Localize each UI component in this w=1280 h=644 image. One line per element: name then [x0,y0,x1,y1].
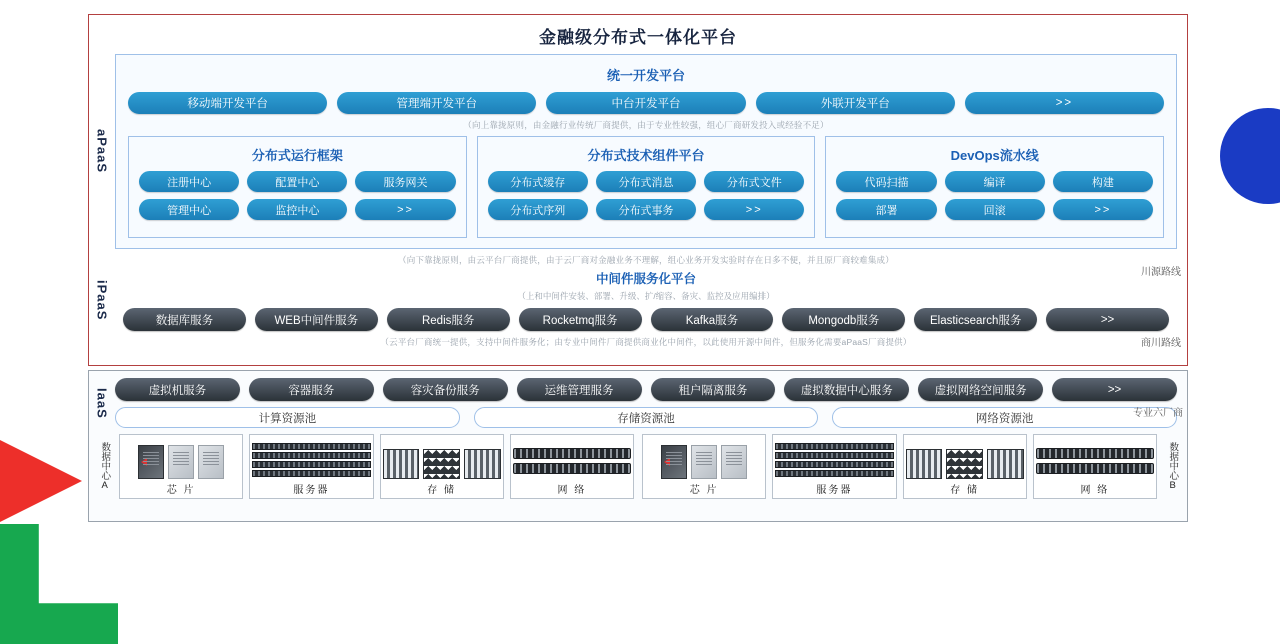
deploy-button[interactable]: 部署 [836,199,936,220]
distributed-runtime-row-2 [139,199,456,220]
ops-management-service-button[interactable]: 运维管理服务 [517,378,642,401]
redis-service-button[interactable]: Redis服务 [387,308,510,331]
chip-icon [122,439,240,479]
iaas-service-buttons [115,378,1187,401]
datacenter-b-network-cell [1033,434,1157,499]
apaas-external-dev-button[interactable]: 外联开发平台 [756,92,955,114]
ipaas-layer-tag [89,249,115,351]
ipaas-note-top: （向下靠拢原则，由云平台厂商提供，由于云厂商对金融业务不理解，组心业务开发实验时存在日多不便，并且原厂商较难集成） [398,255,894,265]
chip-icon [645,439,763,479]
code-scan-button[interactable]: 代码扫描 [836,171,936,192]
iaas-more-button[interactable]: >> [1052,378,1177,401]
ipaas-layer [89,249,1187,351]
middleware-more-button[interactable]: >> [1046,308,1169,331]
devops-pipeline-box [825,136,1164,238]
devops-pipeline-title: DevOps流水线 [950,148,1039,163]
storage-array-icon [383,439,501,479]
compile-button[interactable]: 编译 [945,171,1045,192]
datacenter-b-storage-cell [903,434,1027,499]
datacenter-b-server-cell [772,434,896,499]
distributed-tech-row-1 [488,171,805,192]
distributed-runtime-framework-title: 分布式运行框架 [251,148,343,163]
datacenter-b-network-label: 网 络 [1080,485,1110,496]
kafka-service-button[interactable]: Kafka服务 [651,308,774,331]
devops-row-1 [836,171,1153,192]
distributed-tech-row-2 [488,199,805,220]
resource-pools [115,401,1187,428]
iaas-frame [88,370,1188,522]
apaas-layer-tag-label: aPaaS [94,129,110,174]
middleware-platform-header [115,269,1177,308]
apaas-more-button[interactable]: >> [965,92,1164,114]
page-title: 金融级分布式一体化平台 [539,28,737,47]
iaas-layer [89,371,1187,428]
rollback-button[interactable]: 回滚 [945,199,1045,220]
web-middleware-service-button[interactable]: WEB中间件服务 [255,308,378,331]
management-center-button[interactable]: 管理中心 [139,199,239,220]
datacenter-a-server-cell [249,434,373,499]
unified-dev-platform-buttons [128,92,1164,114]
datacenter-a-panel [115,434,638,499]
datacenter-a-chip-label: 芯 片 [166,485,196,496]
datacenter-b-server-label: 服务器 [816,485,853,496]
datacenter-b-panel [638,434,1161,499]
disaster-backup-service-button[interactable]: 容灾备份服务 [383,378,508,401]
datacenter-b-tag [1161,434,1183,499]
unified-dev-platform-title: 统一开发平台 [606,68,685,83]
iaas-side-label: 专业六厂商 [1133,408,1183,419]
network-switch-icon [513,439,631,479]
middleware-platform-title: 中间件服务化平台 [595,272,696,286]
apaas-layer [89,54,1187,249]
service-gateway-button[interactable]: 服务网关 [355,171,455,192]
datacenter-a-chip-cell [119,434,243,499]
ipaas-side-label-bottom: 商川路线 [1141,338,1181,349]
devops-more-button[interactable]: >> [1053,199,1153,220]
datacenter-a-network-label: 网 络 [557,485,587,496]
virtual-datacenter-service-button[interactable]: 虚拟数据中心服务 [784,378,909,401]
apaas-columns [128,136,1164,238]
datacenter-row [89,428,1187,505]
apaas-midend-dev-button[interactable]: 中台开发平台 [546,92,745,114]
storage-array-icon [906,439,1024,479]
ipaas-side-label-top: 川源路线 [1141,267,1181,278]
apaas-mobile-dev-button[interactable]: 移动端开发平台 [128,92,327,114]
rocketmq-service-button[interactable]: Rocketmq服务 [519,308,642,331]
iaas-layer-tag [89,378,115,428]
distributed-transaction-button[interactable]: 分布式事务 [596,199,696,220]
distributed-runtime-more-button[interactable]: >> [355,199,455,220]
ipaas-note-bottom: （云平台厂商统一提供，支持中间件服务化；由专业中间件厂商提供商业化中间件，以此使用开源中间件，但服务化需要aPaaS厂商提供） [380,337,912,347]
datacenter-a-tag [93,434,115,499]
datacenter-a-network-cell [510,434,634,499]
datacenter-a-storage-cell [380,434,504,499]
mongodb-service-button[interactable]: Mongodb服务 [782,308,905,331]
iaas-layer-tag-label: IaaS [94,387,110,419]
datacenter-b-storage-label: 存 储 [950,485,980,496]
monitoring-center-button[interactable]: 监控中心 [247,199,347,220]
distributed-runtime-row-1 [139,171,456,192]
datacenter-a-label: 数据中心A [99,442,111,491]
unified-dev-platform-box [115,54,1177,249]
distributed-cache-button[interactable]: 分布式缓存 [488,171,588,192]
devops-row-2 [836,199,1153,220]
config-center-button[interactable]: 配置中心 [247,171,347,192]
datacenter-b-label: 数据中心B [1167,442,1179,491]
registry-center-button[interactable]: 注册中心 [139,171,239,192]
distributed-tech-components-title: 分布式技术组件平台 [587,148,705,163]
database-service-button[interactable]: 数据库服务 [123,308,246,331]
apaas-layer-tag [89,54,115,249]
datacenter-a-storage-label: 存 储 [427,485,457,496]
elasticsearch-service-button[interactable]: Elasticsearch服务 [914,308,1037,331]
ipaas-layer-tag-label: iPaaS [94,279,110,321]
datacenter-b-chip-cell [642,434,766,499]
distributed-tech-more-button[interactable]: >> [704,199,804,220]
distributed-runtime-framework-box [128,136,467,238]
middleware-service-buttons [115,308,1177,331]
datacenter-b-chip-label: 芯 片 [689,485,719,496]
storage-resource-pool: 存储资源池 [474,407,819,428]
distributed-tech-components-box [477,136,816,238]
server-rack-icon [775,439,893,479]
middleware-platform-subtitle: （上和中间件安装、部署、升级、扩/缩容、备灾、监控及应用编排） [517,291,775,301]
distributed-file-button[interactable]: 分布式文件 [704,171,804,192]
vm-service-button[interactable]: 虚拟机服务 [115,378,240,401]
server-rack-icon [252,439,370,479]
decorative-green-shape [0,524,118,644]
build-button[interactable]: 构建 [1053,171,1153,192]
apaas-note: （向上靠拢原则，由金融行业传统厂商提供，由于专业性较强，组心厂商研发投入或经验不足） [463,120,829,130]
apaas-admin-dev-button[interactable]: 管理端开发平台 [337,92,536,114]
compute-resource-pool: 计算资源池 [115,407,460,428]
network-resource-pool: 网络资源池 [832,407,1177,428]
virtual-network-service-button[interactable]: 虚拟网络空间服务 [918,378,1043,401]
distributed-sequence-button[interactable]: 分布式序列 [488,199,588,220]
container-service-button[interactable]: 容器服务 [249,378,374,401]
tenant-isolation-service-button[interactable]: 租户隔离服务 [651,378,776,401]
platform-diagram-frame [88,14,1188,366]
decorative-blue-circle [1220,108,1280,204]
datacenter-a-server-label: 服务器 [293,485,330,496]
network-switch-icon [1036,439,1154,479]
distributed-message-button[interactable]: 分布式消息 [596,171,696,192]
